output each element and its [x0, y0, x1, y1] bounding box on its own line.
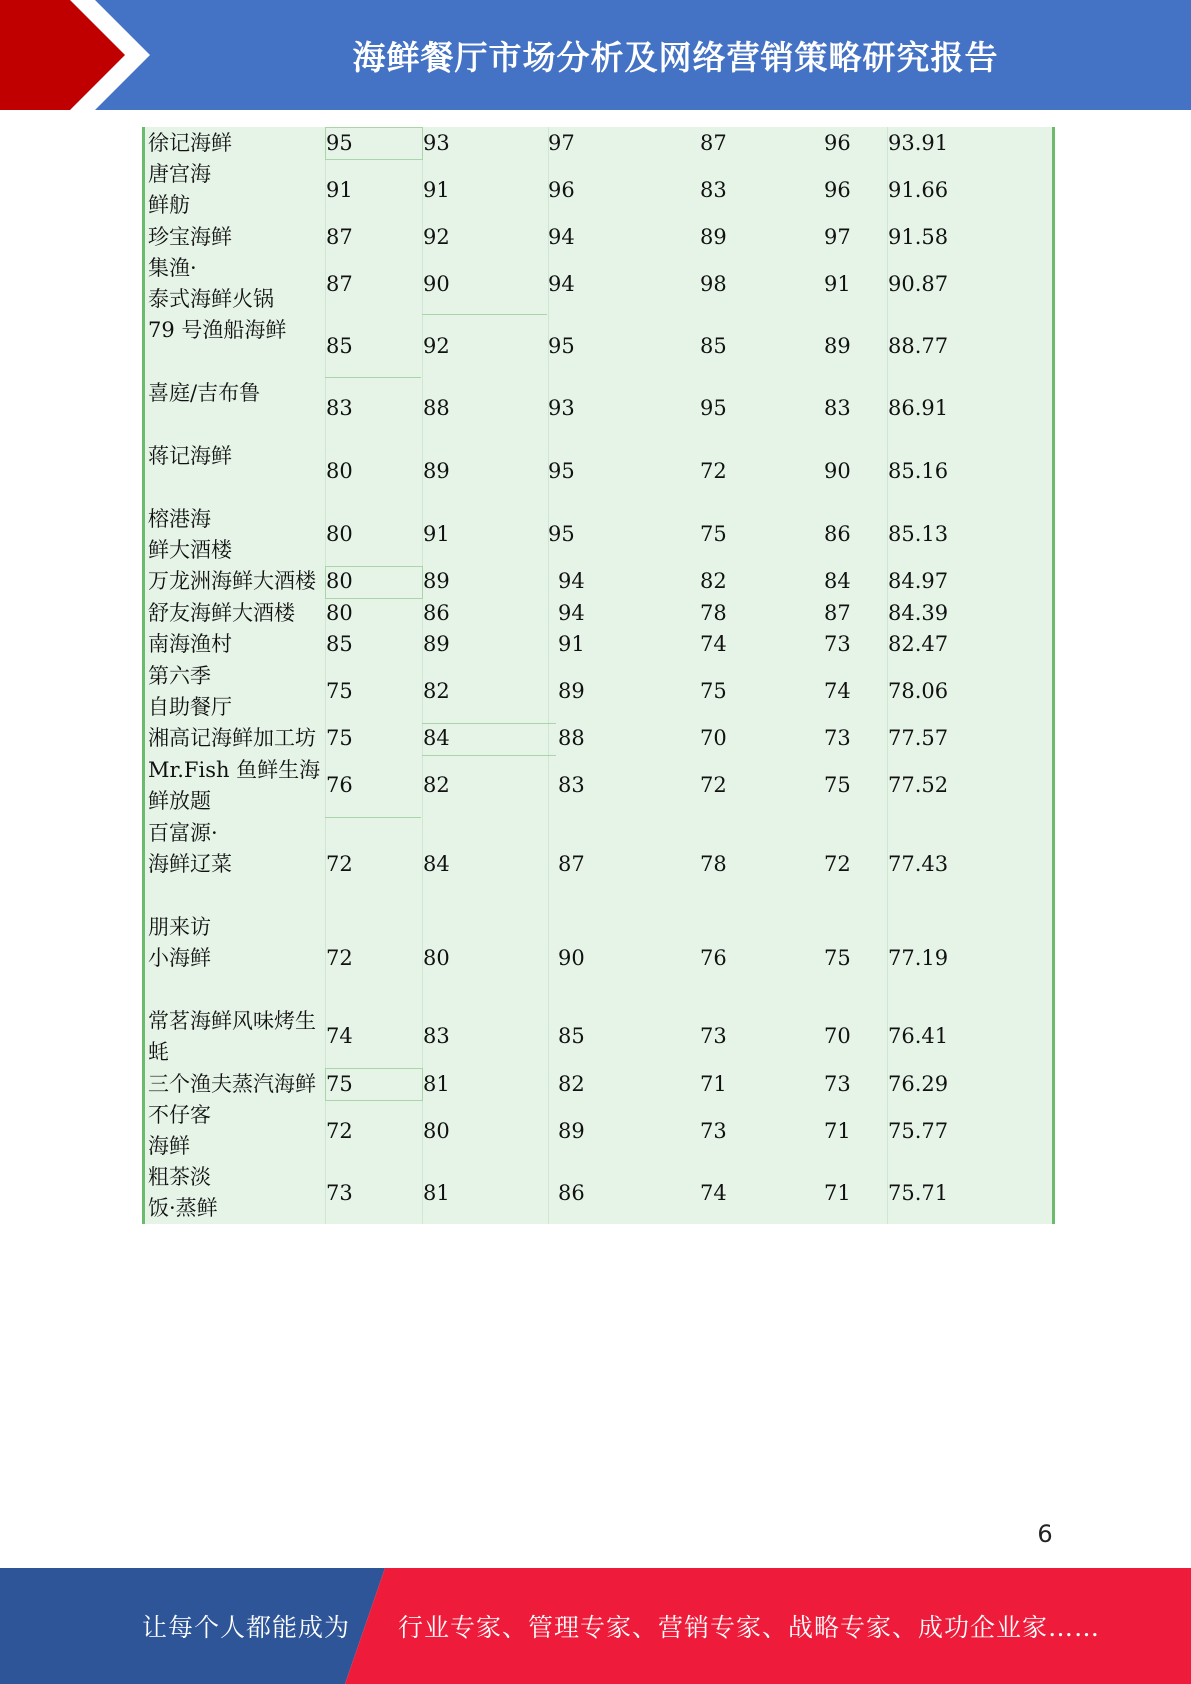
total-score-cell: 76.41: [888, 1024, 949, 1048]
restaurant-name-line: [148, 409, 260, 440]
score-cell: 89: [558, 679, 585, 703]
total-score-cell: 76.29: [888, 1071, 949, 1096]
score-cell: 71: [824, 1118, 851, 1143]
score-cell: 75: [700, 522, 727, 546]
restaurant-name-line: [148, 974, 211, 1005]
restaurant-name: [148, 221, 323, 253]
footer-slogan-right: 行业专家、管理专家、营销专家、战略专家、成功企业家……: [398, 1613, 1101, 1642]
score-cell: 98: [700, 271, 727, 296]
score-cell: 93: [423, 130, 450, 155]
score-cell: 73: [824, 632, 851, 656]
restaurant-name-line: 常茗海鲜风味烤生: [148, 1008, 316, 1033]
restaurant-name: [148, 440, 323, 503]
score-cell: 80: [423, 945, 450, 970]
total-score-cell: 77.43: [888, 851, 949, 876]
score-cell: 86: [824, 522, 851, 546]
total-score-cell: 85.16: [888, 459, 949, 483]
page-footer: [0, 1568, 1191, 1684]
table-row: [145, 723, 1052, 754]
table-row: [145, 221, 1052, 253]
restaurant-name-line: 湘高记海鲜加工坊: [148, 726, 316, 750]
restaurant-name-line: 海鲜辽菜: [148, 851, 232, 876]
restaurant-name-line: 三个渔夫蒸汽海鲜: [148, 1071, 316, 1096]
score-cell: 81: [423, 1180, 450, 1205]
table-row: [145, 377, 1052, 440]
restaurant-name-line: 饭·蒸鲜: [148, 1196, 218, 1220]
score-cell: 83: [423, 1024, 450, 1048]
score-cell: 80: [326, 459, 353, 483]
total-score-cell: 75.77: [888, 1118, 949, 1143]
score-cell: 71: [824, 1180, 851, 1205]
table-row: [145, 1162, 1052, 1224]
score-cell: 87: [824, 600, 851, 625]
score-cell: 86: [558, 1180, 585, 1205]
total-score-cell: 77.52: [888, 773, 949, 797]
score-cell: 84: [423, 726, 450, 750]
restaurant-name: [148, 1100, 323, 1162]
score-cell: 72: [700, 773, 727, 797]
restaurant-name: [148, 911, 323, 1005]
restaurant-name-line: 第六季: [148, 663, 211, 688]
table-row: [145, 754, 1052, 817]
table-row: [145, 566, 1052, 597]
footer-slogan-left: 让每个人都能成为: [142, 1613, 351, 1642]
score-cell: 91: [423, 177, 450, 202]
total-score-cell: 85.13: [888, 522, 949, 546]
score-cell: 75: [326, 726, 353, 750]
score-cell: 73: [824, 726, 851, 750]
report-title: 海鲜餐厅市场分析及网络营销策略研究报告: [352, 37, 999, 77]
restaurant-name-line: 唐宫海: [148, 162, 211, 186]
score-cell: 82: [558, 1071, 585, 1096]
score-cell: 95: [548, 333, 575, 358]
score-cell: 90: [824, 459, 851, 483]
score-cell: 94: [548, 271, 575, 296]
table-row: [145, 440, 1052, 503]
restaurant-name-line: 不仔客: [148, 1103, 211, 1127]
score-cell: 93: [548, 396, 575, 420]
restaurant-name-line: [148, 472, 232, 503]
score-cell: 75: [326, 679, 353, 703]
restaurant-name-line: 舒友海鲜大酒楼: [148, 600, 295, 625]
score-cell: 97: [548, 130, 575, 155]
score-cell: 75: [824, 945, 851, 970]
cell-highlight: [325, 1068, 423, 1101]
score-cell: 73: [326, 1180, 353, 1205]
restaurant-name-line: Mr.Fish 鱼鲜生海: [148, 757, 321, 782]
score-cell: 76: [326, 773, 353, 797]
restaurant-name: [148, 566, 323, 597]
restaurant-name-line: 百富源·: [148, 820, 218, 845]
score-cell: 97: [824, 224, 851, 249]
table-row: [145, 503, 1052, 566]
score-cell: 89: [423, 569, 450, 593]
score-cell: 87: [326, 224, 353, 249]
table-row: [145, 253, 1052, 315]
page-number: 6: [1037, 1520, 1053, 1548]
table-row: [145, 159, 1052, 221]
score-cell: 72: [326, 851, 353, 876]
score-cell: 75: [700, 679, 727, 703]
restaurant-name-line: 蒋记海鲜: [148, 443, 232, 468]
restaurant-name-line: 集渔·: [148, 256, 197, 280]
restaurant-name-line: 小海鲜: [148, 945, 211, 970]
restaurant-name-line: 榕港海: [148, 506, 211, 531]
total-score-cell: 84.39: [888, 600, 949, 625]
cell-highlight: [325, 566, 423, 599]
score-cell: 94: [558, 600, 585, 625]
score-cell: 85: [558, 1024, 585, 1048]
score-table: [142, 127, 1055, 1224]
score-cell: 74: [700, 632, 727, 656]
table-row: [145, 1068, 1052, 1100]
score-cell: 87: [558, 851, 585, 876]
restaurant-name-line: 自助餐厅: [148, 694, 232, 719]
score-cell: 92: [423, 333, 450, 358]
score-cell: 70: [700, 726, 727, 750]
score-cell: 83: [326, 396, 353, 420]
score-cell: 88: [558, 726, 585, 750]
score-cell: 89: [558, 1118, 585, 1143]
restaurant-name: [148, 754, 323, 817]
score-cell: 84: [824, 569, 851, 593]
restaurant-name: [148, 377, 323, 440]
score-cell: 73: [700, 1024, 727, 1048]
score-cell: 76: [700, 945, 727, 970]
score-cell: 91: [558, 632, 585, 656]
score-cell: 84: [423, 851, 450, 876]
score-cell: 85: [326, 333, 353, 358]
table-row: [145, 1005, 1052, 1068]
score-cell: 75: [326, 1071, 353, 1096]
score-cell: 83: [824, 396, 851, 420]
restaurant-name-line: 朋来访: [148, 914, 211, 939]
table-row: [145, 817, 1052, 911]
score-cell: 95: [700, 396, 727, 420]
score-cell: 86: [423, 600, 450, 625]
cell-rule: [325, 377, 421, 378]
restaurant-name-line: 蚝: [148, 1039, 169, 1064]
restaurant-name: [148, 597, 323, 629]
score-cell: 96: [548, 177, 575, 202]
cell-highlight: [325, 127, 423, 160]
restaurant-name-line: 粗茶淡: [148, 1165, 211, 1189]
score-cell: 80: [326, 522, 353, 546]
cell-rule: [422, 314, 547, 315]
restaurant-name: [148, 817, 323, 911]
restaurant-name: [148, 503, 323, 566]
score-cell: 89: [423, 459, 450, 483]
restaurant-name-line: 79 号渔船海鲜: [148, 318, 287, 342]
restaurant-name-line: 珍宝海鲜: [148, 224, 232, 249]
score-cell: 83: [700, 177, 727, 202]
score-cell: 82: [423, 679, 450, 703]
score-cell: 80: [423, 1118, 450, 1143]
score-cell: 74: [824, 679, 851, 703]
total-score-cell: 75.71: [888, 1180, 949, 1205]
total-score-cell: 91.58: [888, 224, 949, 249]
score-cell: 95: [548, 459, 575, 483]
score-cell: 91: [423, 522, 450, 546]
table-row: [145, 315, 1052, 377]
score-cell: 90: [558, 945, 585, 970]
score-cell: 87: [700, 130, 727, 155]
cell-rule: [325, 817, 421, 818]
score-cell: 78: [700, 600, 727, 625]
restaurant-name-line: 万龙洲海鲜大酒楼: [148, 569, 316, 593]
score-cell: 96: [824, 130, 851, 155]
score-cell: 95: [548, 522, 575, 546]
score-cell: 73: [700, 1118, 727, 1143]
restaurant-name: [148, 1162, 323, 1224]
score-cell: 95: [326, 130, 353, 155]
table-row: [145, 1100, 1052, 1162]
total-score-cell: 91.66: [888, 177, 949, 202]
restaurant-name-line: 南海渔村: [148, 632, 232, 656]
score-cell: 72: [700, 459, 727, 483]
restaurant-name-line: 喜庭/吉布鲁: [148, 380, 261, 405]
restaurant-name: [148, 253, 323, 315]
total-score-cell: 78.06: [888, 679, 949, 703]
score-cell: 80: [326, 600, 353, 625]
restaurant-name-line: 泰式海鲜火锅: [148, 287, 274, 311]
restaurant-name-line: [148, 346, 286, 377]
score-cell: 83: [558, 773, 585, 797]
score-cell: 88: [423, 396, 450, 420]
score-cell: 81: [423, 1071, 450, 1096]
score-cell: 72: [326, 945, 353, 970]
total-score-cell: 90.87: [888, 271, 949, 296]
restaurant-name-line: [148, 880, 232, 911]
restaurant-name: [148, 1068, 323, 1100]
restaurant-name-line: 鲜大酒楼: [148, 537, 232, 562]
chevron-arrow-icon: [0, 0, 170, 110]
total-score-cell: 93.91: [888, 130, 949, 155]
score-cell: 90: [423, 271, 450, 296]
total-score-cell: 84.97: [888, 569, 949, 593]
restaurant-name-line: 鲜放题: [148, 788, 211, 813]
score-cell: 92: [423, 224, 450, 249]
restaurant-name: [148, 159, 323, 221]
score-cell: 89: [423, 632, 450, 656]
total-score-cell: 82.47: [888, 632, 949, 656]
restaurant-name: [148, 127, 323, 159]
restaurant-name: [148, 660, 323, 723]
restaurant-name: [148, 723, 323, 754]
score-cell: 89: [700, 224, 727, 249]
score-cell: 74: [326, 1024, 353, 1048]
score-cell: 91: [824, 271, 851, 296]
page-header: [0, 0, 1191, 110]
score-cell: 80: [326, 569, 353, 593]
score-cell: 87: [326, 271, 353, 296]
total-score-cell: 77.57: [888, 726, 949, 750]
total-score-cell: 77.19: [888, 945, 949, 970]
score-cell: 72: [326, 1118, 353, 1143]
score-cell: 96: [824, 177, 851, 202]
score-cell: 85: [326, 632, 353, 656]
score-cell: 70: [824, 1024, 851, 1048]
table-row: [145, 911, 1052, 1005]
score-cell: 85: [700, 333, 727, 358]
score-cell: 82: [700, 569, 727, 593]
score-cell: 72: [824, 851, 851, 876]
restaurant-name-line: 徐记海鲜: [148, 130, 232, 155]
score-cell: 82: [423, 773, 450, 797]
cell-highlight: [422, 723, 556, 756]
score-cell: 71: [700, 1071, 727, 1096]
score-cell: 94: [548, 224, 575, 249]
table-row: [145, 127, 1052, 159]
score-cell: 73: [824, 1071, 851, 1096]
restaurant-name: [148, 1005, 323, 1068]
restaurant-name-line: 海鲜: [148, 1134, 190, 1158]
restaurant-name-line: 鲜舫: [148, 193, 190, 217]
score-cell: 94: [558, 569, 585, 593]
restaurant-name: [148, 629, 323, 660]
score-cell: 78: [700, 851, 727, 876]
table-row: [145, 597, 1052, 629]
score-cell: 89: [824, 333, 851, 358]
score-cell: 74: [700, 1180, 727, 1205]
table-row: [145, 629, 1052, 660]
restaurant-name: [148, 315, 323, 377]
score-cell: 91: [326, 177, 353, 202]
score-cell: 75: [824, 773, 851, 797]
table-row: [145, 660, 1052, 723]
total-score-cell: 86.91: [888, 396, 949, 420]
total-score-cell: 88.77: [888, 333, 949, 358]
